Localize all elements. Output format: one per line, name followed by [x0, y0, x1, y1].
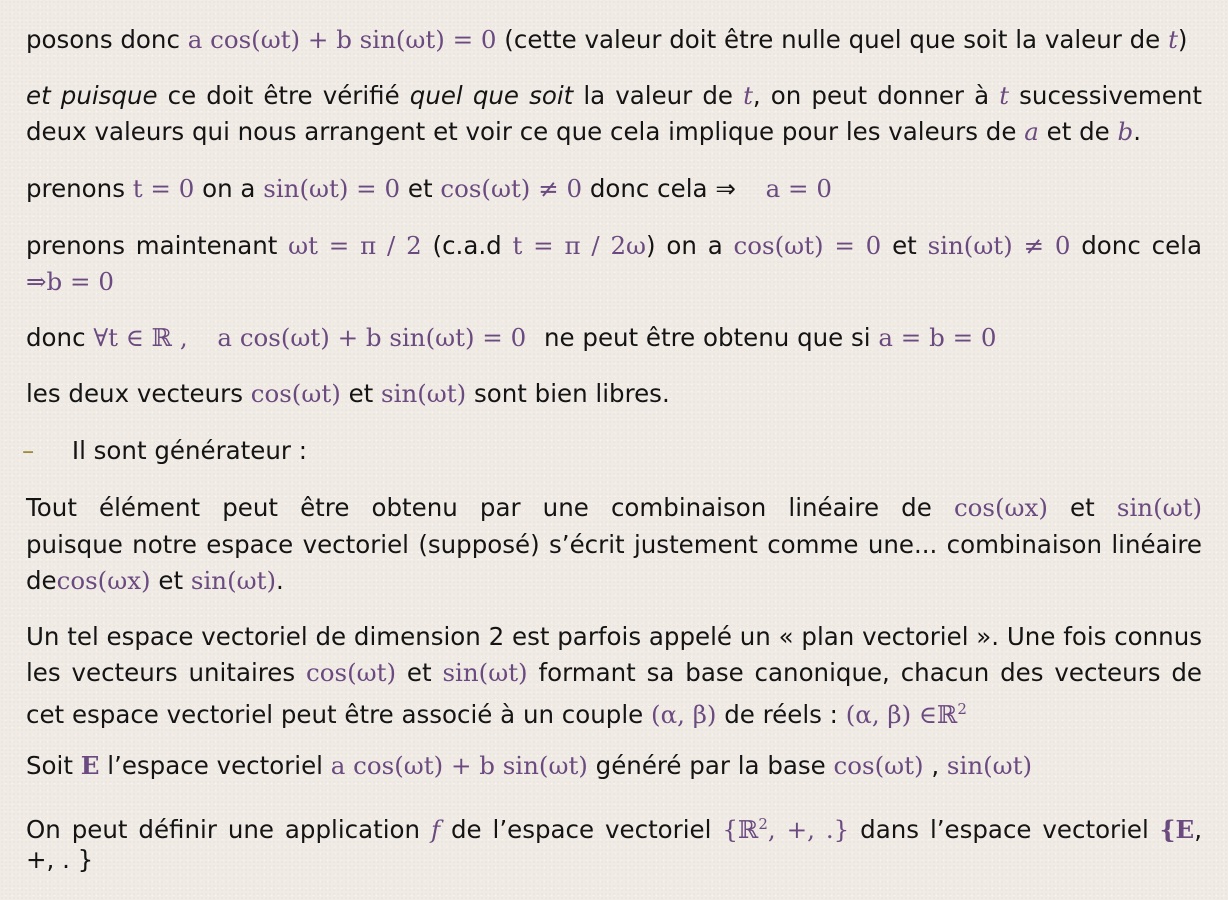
- emphasis-text: et puisque: [26, 81, 158, 110]
- text: généré par la base: [595, 751, 826, 780]
- text: deux valeurs qui nous arrangent et voir ce que cela implique pour les valeurs de: [26, 117, 1017, 146]
- math-expression: cos(ωx): [56, 566, 151, 595]
- bullet-dash: –: [22, 436, 35, 465]
- text: ce doit être vérifié: [167, 81, 400, 110]
- text: et: [1070, 493, 1095, 522]
- text: les vecteurs unitaires: [26, 658, 296, 687]
- text: l’espace vectoriel: [107, 751, 323, 780]
- text: .: [276, 566, 284, 595]
- math-expression: ⇒b = 0: [26, 267, 114, 296]
- paragraph-plan-vectoriel-line2: [26, 655, 1202, 691]
- text: donc cela: [1081, 231, 1202, 260]
- superscript: 2: [957, 700, 967, 718]
- text: et: [348, 379, 374, 408]
- text: Tout élément peut être obtenu par une combinaison linéaire de: [26, 493, 932, 522]
- text: dans l’espace vectoriel: [860, 815, 1149, 845]
- emphasis-text: quel que soit: [409, 81, 574, 110]
- text: ,: [931, 751, 940, 780]
- math-variable: a: [1024, 117, 1039, 146]
- paragraph-application-line1: [26, 806, 1202, 848]
- text: puisque notre espace vectoriel (supposé) s’écrit justement comme une... combinaison linéaire: [26, 530, 1202, 559]
- paragraph-soit-e: [26, 748, 1032, 784]
- math-expression: cos(ωt) ≠ 0: [440, 174, 583, 203]
- paragraph-application-line2: [26, 842, 93, 878]
- paragraph-plan-vectoriel-line1: [26, 619, 1202, 655]
- paragraph-et-puisque-line2: [26, 114, 1141, 150]
- text: de: [26, 566, 57, 595]
- paragraph-donc-pour-tout: [26, 320, 996, 356]
- math-variable: t: [1168, 25, 1178, 54]
- text: prenons maintenant: [26, 231, 278, 260]
- math-expression: sin(ωt): [1116, 493, 1203, 522]
- math-expression: t = π / 2ω: [512, 231, 647, 260]
- text: ): [1177, 25, 1188, 54]
- bold-symbol: {E: [1159, 815, 1195, 845]
- math-variable: t: [999, 81, 1010, 110]
- text: et: [406, 658, 432, 687]
- text: ,: [1194, 815, 1202, 845]
- text: formant sa base canonique, chacun des vecteurs de: [538, 658, 1202, 687]
- text: sucessivement: [1019, 81, 1202, 110]
- math-expression: {ℝ: [722, 815, 759, 845]
- text: cet espace vectoriel peut être associé à un couple: [26, 700, 644, 730]
- text: de l’espace vectoriel: [451, 815, 712, 845]
- paragraph-tout-element-line3: [26, 563, 284, 599]
- text: (c.a.d: [432, 231, 502, 260]
- math-expression: cos(ωx): [953, 493, 1048, 522]
- text: prenons: [26, 174, 125, 203]
- math-expression: a cos(ωt) + b sin(ωt) = 0: [217, 323, 527, 352]
- paragraph-vecteurs-libres: [26, 376, 670, 412]
- paragraph-tout-element-line1: [26, 490, 1202, 526]
- bullet-text: Il sont générateur :: [71, 436, 307, 465]
- text: .: [1133, 117, 1142, 146]
- paragraph-prenons-maintenant-line2: [26, 264, 114, 300]
- math-expression: t = 0: [132, 174, 195, 203]
- text: donc: [26, 323, 86, 352]
- math-expression: a = b = 0: [878, 323, 997, 352]
- paragraph-et-puisque-line1: [26, 78, 1202, 114]
- text: (cette valeur doit être nulle quel que soit la valeur de: [504, 25, 1161, 54]
- paragraph-prenons-maintenant-line1: [26, 228, 1202, 264]
- text: On peut définir une application: [26, 815, 421, 845]
- bold-symbol: E: [80, 751, 100, 780]
- math-expression: a = 0: [765, 174, 832, 203]
- text: on a: [202, 174, 256, 203]
- math-expression: (α, β): [651, 700, 717, 730]
- text: posons donc: [26, 25, 180, 54]
- math-variable: b: [1117, 117, 1134, 146]
- math-expression: cos(ωt): [833, 751, 924, 780]
- text: la valeur de: [583, 81, 733, 110]
- text: Soit: [26, 751, 73, 780]
- text: ne peut être obtenu que si: [544, 323, 871, 352]
- paragraph-prenons-t0: [26, 171, 832, 207]
- text: et: [892, 231, 917, 260]
- math-expression: sin(ωt): [442, 658, 528, 687]
- math-expression: (α, β) ∈ℝ: [845, 700, 958, 730]
- text: et de: [1046, 117, 1110, 146]
- bullet-generateur: [22, 433, 307, 469]
- math-expression: a cos(ωt) + b sin(ωt): [330, 751, 588, 780]
- math-expression: sin(ωt): [946, 751, 1033, 780]
- paragraph-posons: [26, 22, 1187, 58]
- text: de réels :: [724, 700, 838, 730]
- math-expression: cos(ωt) = 0: [733, 231, 882, 260]
- math-expression: sin(ωt) = 0: [263, 174, 401, 203]
- superscript: 2: [758, 815, 768, 833]
- math-expression: a cos(ωt) + b sin(ωt) = 0: [187, 25, 497, 54]
- math-expression: cos(ωt): [250, 379, 341, 408]
- paragraph-plan-vectoriel-line3: [26, 691, 967, 733]
- math-variable: t: [743, 81, 753, 110]
- text: +, . }: [26, 845, 94, 874]
- text: , on peut donner à: [752, 81, 990, 110]
- text: et: [158, 566, 184, 595]
- math-expression: sin(ωt): [190, 566, 277, 595]
- math-expression: sin(ωt): [381, 379, 467, 408]
- math-expression: sin(ωt) ≠ 0: [927, 231, 1071, 260]
- text: sont bien libres.: [473, 379, 670, 408]
- math-expression: ∀t ∈ ℝ ,: [93, 323, 188, 352]
- text: les deux vecteurs: [26, 379, 243, 408]
- paragraph-tout-element-line2: [26, 527, 1202, 563]
- math-expression: ωt = π / 2: [288, 231, 422, 260]
- text: ) on a: [646, 231, 723, 260]
- math-expression: cos(ωt): [306, 658, 397, 687]
- text: donc cela ⇒: [589, 174, 736, 203]
- text: Un tel espace vectoriel de dimension 2 est parfois appelé un « plan vectoriel ». Une fois connus: [26, 622, 1202, 651]
- math-expression: , +, .}: [767, 815, 850, 845]
- text: et: [407, 174, 433, 203]
- math-variable: f: [430, 815, 441, 845]
